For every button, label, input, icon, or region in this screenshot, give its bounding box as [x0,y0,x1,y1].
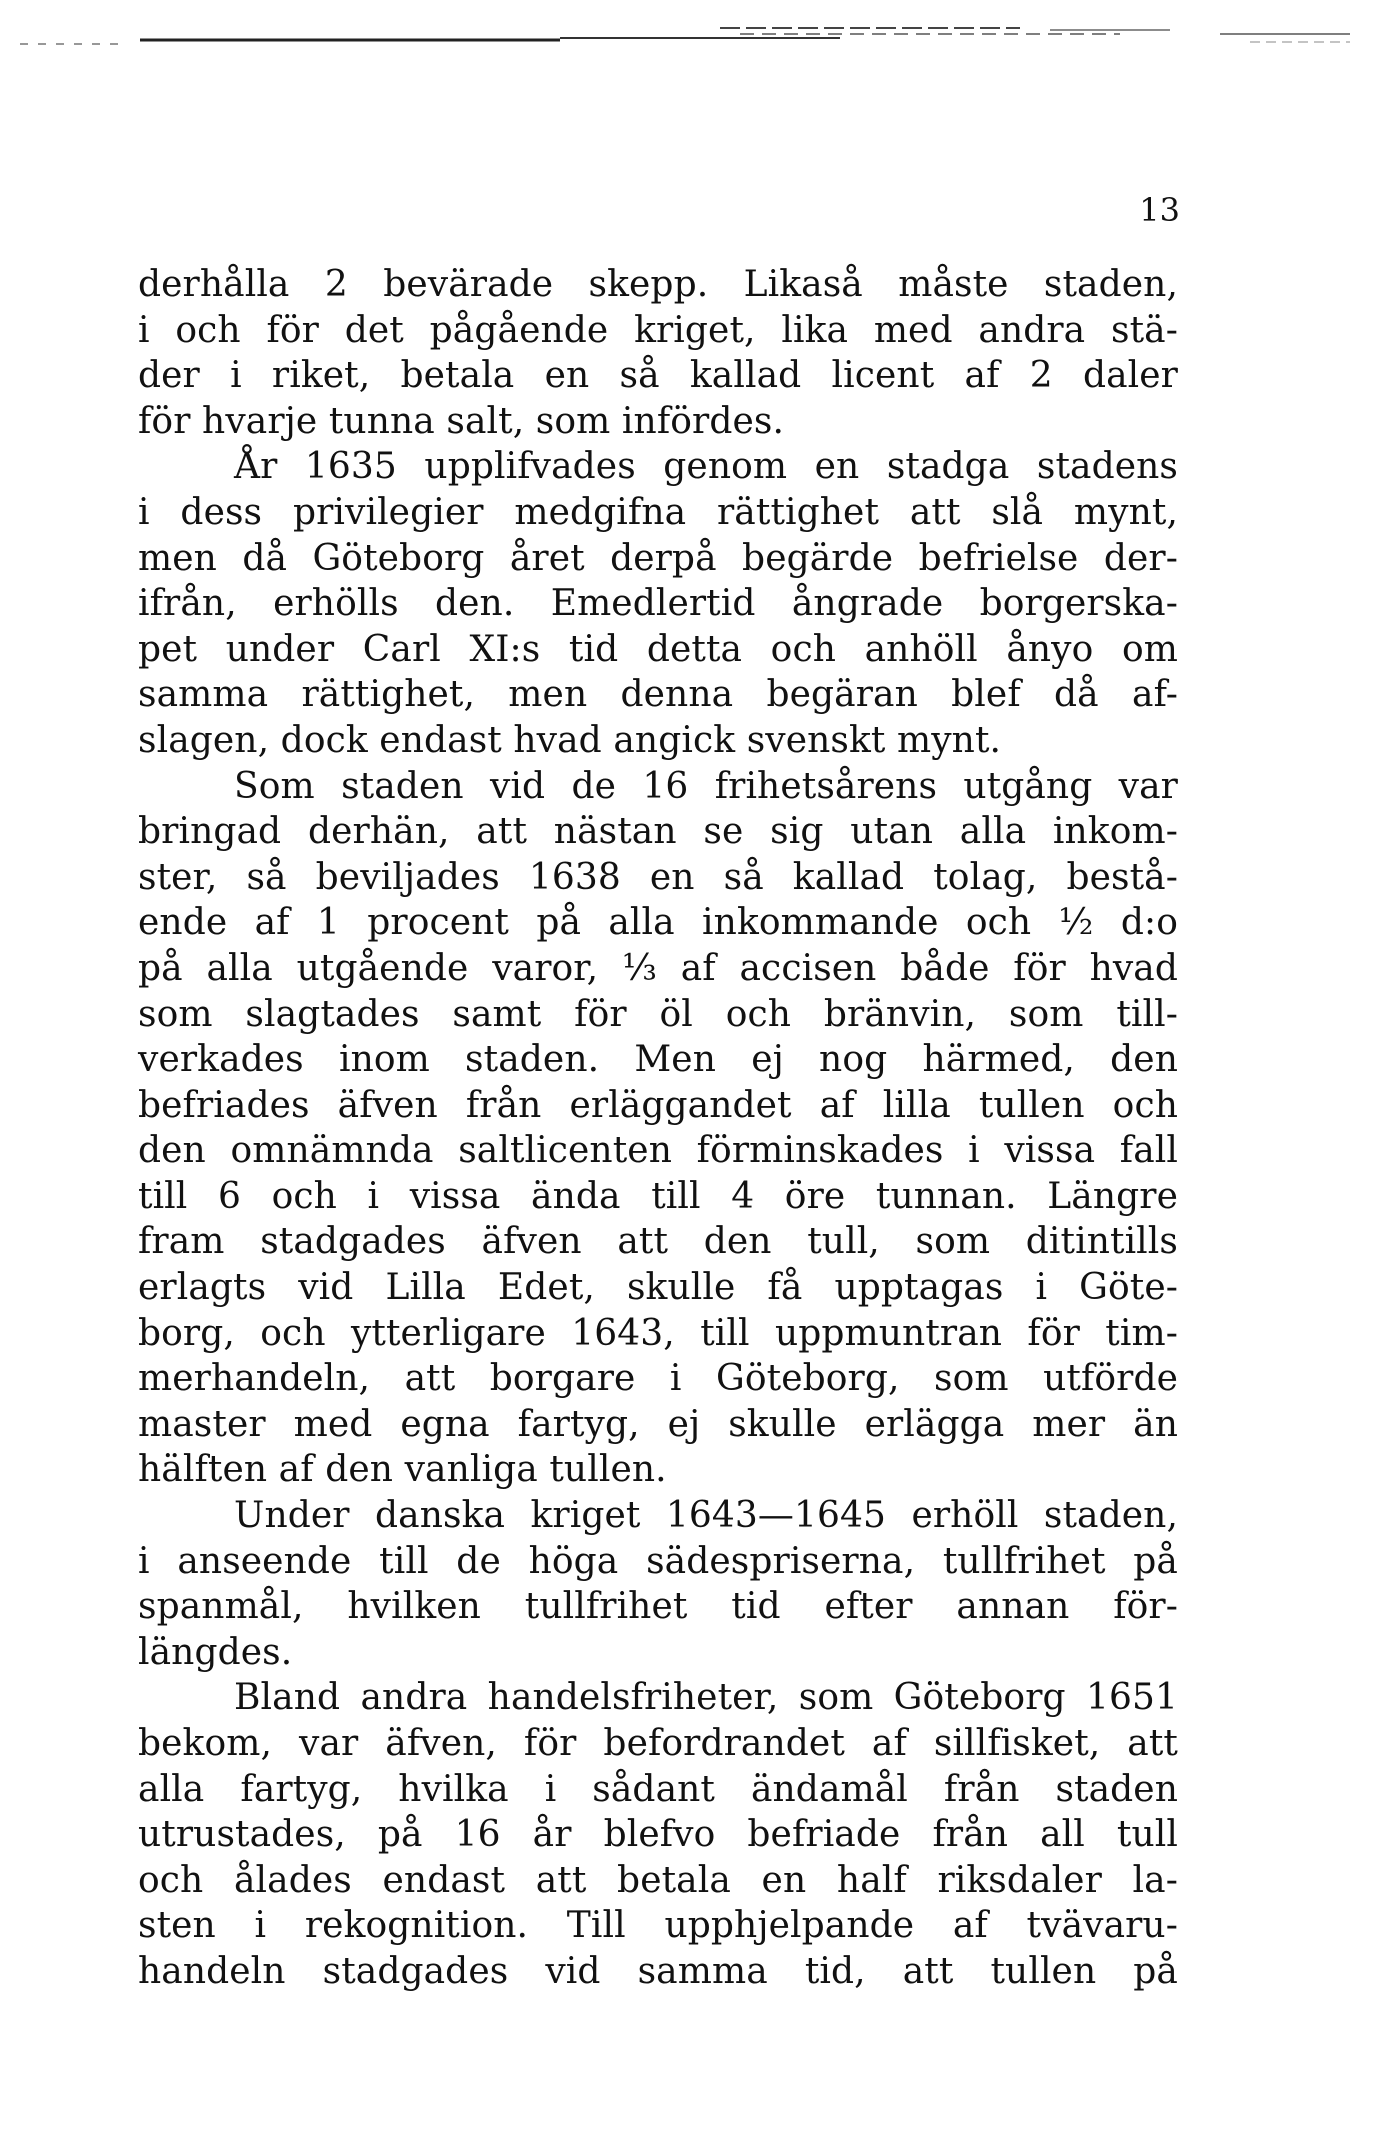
text-line: derhålla 2 bevärade skepp. Likaså måste staden, [138,264,1178,305]
text-line: bringad derhän, att nästan se sig utan alla inkom- [138,811,1178,853]
text-line: borg, och ytterligare 1643, till uppmuntran för tim- [138,1312,1178,1354]
text-line: på alla utgående varor, ⅓ af accisen både för hvad [138,947,1178,989]
text-line: utrustades, på 16 år blefvo befriade från all tull [138,1814,1178,1856]
text-line: spanmål, hvilken tullfrihet tid efter annan för- [138,1586,1178,1628]
page-number: 13 [1139,191,1180,229]
text-line: ster, så beviljades 1638 en så kallad tolag, bestå- [138,856,1178,898]
text-line: men då Göteborg året derpå begärde befrielse der- [138,537,1178,579]
text-line: till 6 och i vissa ända till 4 öre tunnan. Längre [138,1175,1178,1217]
text-line: i och för det pågående kriget, lika med andra stä- [138,309,1178,351]
text-line: verkades inom staden. Men ej nog härmed, den [138,1039,1178,1081]
text-line: samma rättighet, men denna begäran blef då af- [138,674,1178,716]
text-line: längdes. [138,1631,293,1673]
text-line: Som staden vid de 16 frihetsårens utgång var [234,765,1178,807]
text-line: erlagts vid Lilla Edet, skulle få upptagas i Göte- [138,1267,1178,1309]
text-line: master med egna fartyg, ej skulle erlägga mer än [138,1403,1178,1445]
text-line: År 1635 upplifvades genom en stadga stadens [234,446,1178,488]
text-line: merhandeln, att borgare i Göteborg, som utförde [138,1358,1178,1400]
text-line: Under danska kriget 1643—1645 erhöll staden, [234,1495,1178,1537]
text-line: ende af 1 procent på alla inkommande och ½ d:o [138,902,1178,944]
text-line: handeln stadgades vid samma tid, att tullen på [138,1950,1178,1992]
text-line: för hvarje tunna salt, som infördes. [138,400,784,442]
text-line: hälften af den vanliga tullen. [138,1449,667,1491]
text-line: bekom, var äfven, för befordrandet af sillfisket, att [138,1723,1178,1764]
text-line: ifrån, erhölls den. Emedlertid ångrade borgerska- [138,583,1178,625]
top-rule-decoration [20,18,1350,54]
text-line: sten i rekognition. Till upphjelpande af tvävaru- [138,1905,1178,1947]
text-line: Bland andra handelsfriheter, som Göteborg 1651 [234,1677,1178,1719]
text-line: och ålades endast att betala en half riksdaler la- [138,1859,1178,1901]
text-line: befriades äfven från erläggandet af lilla tullen och [138,1084,1178,1126]
text-line: den omnämnda saltlicenten förminskades i vissa fall [138,1130,1178,1172]
text-line: som slagtades samt för öl och bränvin, som till- [138,993,1178,1035]
text-line: slagen, dock endast hvad angick svenskt mynt. [138,719,1002,761]
text-line: i dess privilegier medgifna rättighet att slå mynt, [138,491,1178,533]
text-line: der i riket, betala en så kallad licent af 2 daler [138,355,1178,397]
text-line: pet under Carl XI:s tid detta och anhöll ånyo om [138,628,1178,670]
body-text [138,262,1178,1995]
text-line: alla fartyg, hvilka i sådant ändamål från staden [138,1768,1178,1810]
text-line: fram stadgades äfven att den tull, som ditintills [138,1221,1178,1263]
text-line: i anseende till de höga sädespriserna, tullfrihet på [138,1540,1178,1582]
